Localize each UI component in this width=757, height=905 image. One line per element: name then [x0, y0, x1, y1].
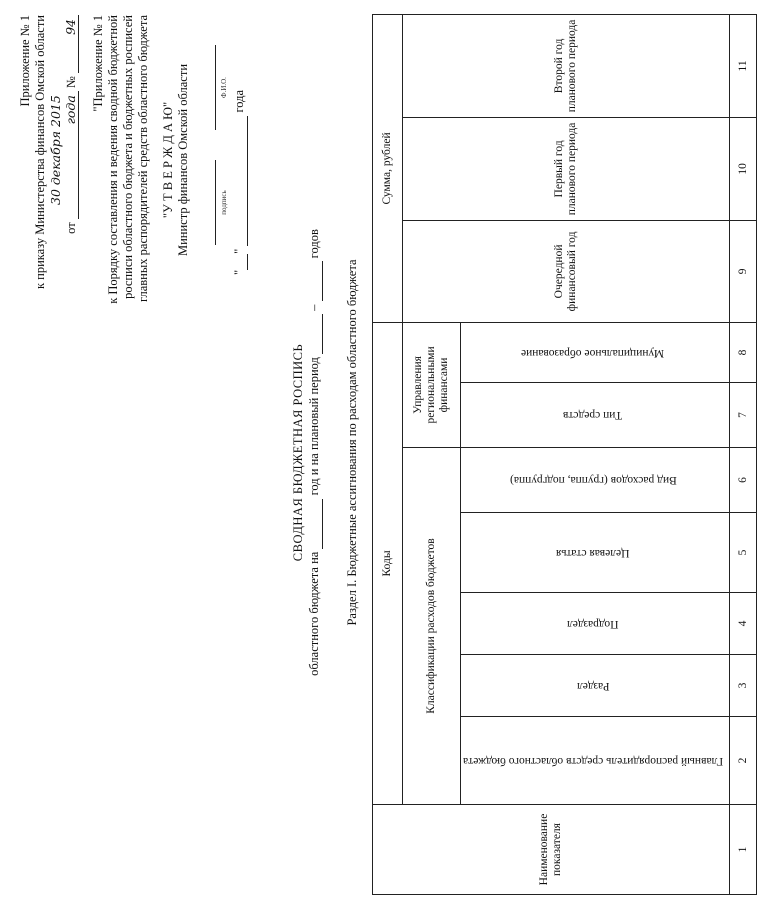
date-approve-line: " " года — [232, 89, 246, 275]
title-subline: областного бюджета на год и на плановый период – годов — [307, 229, 321, 676]
header-col-6: Вид расходов (группа, подгруппа) — [461, 448, 730, 513]
signature-caption: подпись — [220, 190, 228, 215]
minister-label: Министр финансов Омской области — [176, 63, 190, 257]
document-title — [290, 0, 323, 905]
header-col-5: Целевая статья — [461, 513, 730, 593]
handwritten-number: 94 — [63, 15, 79, 73]
signature-line — [205, 160, 216, 245]
handwritten-date: 30 декабря 2015 года — [48, 91, 79, 219]
col-number: 1 — [730, 805, 757, 895]
col-number: 8 — [730, 322, 757, 382]
col-number: 6 — [730, 448, 757, 513]
col-number: 5 — [730, 513, 757, 593]
col-number: 4 — [730, 593, 757, 655]
header-col-8: Муниципальное образование — [461, 322, 730, 382]
order-line: к приказу Министерства финансов Омской области — [33, 15, 47, 290]
annex-label: Приложение № 1 — [18, 15, 32, 107]
name-caption: Ф.И.О. — [220, 77, 228, 98]
header-name-cell: Наименование показателя — [373, 805, 730, 895]
budget-table — [372, 14, 757, 895]
col-number: 11 — [730, 14, 757, 117]
signature-row — [205, 15, 228, 385]
header-block — [18, 15, 248, 385]
procedure-line-3: главных распорядителей средств областного бюджета — [136, 15, 150, 302]
approve-label: "У Т В Е Р Ж Д А Ю" — [161, 101, 175, 219]
order-date-line: от 30 декабря 2015 года № 94 — [48, 15, 79, 385]
header-col-7: Тип средств — [461, 383, 730, 448]
col-number: 7 — [730, 383, 757, 448]
header-regional: Управления региональными финансами — [403, 322, 461, 447]
title-main: СВОДНАЯ БЮДЖЕТНАЯ РОСПИСЬ — [291, 343, 305, 562]
annex-quoted: "Приложение № 1 — [91, 15, 105, 112]
procedure-line-2: росписи областного бюджета и бюджетных росписей — [121, 15, 135, 299]
col-number: 9 — [730, 220, 757, 322]
header-col-2: Главный распорядитель средств областного бюджета — [461, 717, 730, 805]
header-col-4: Подраздел — [461, 593, 730, 655]
procedure-line-1: к Порядку составления и ведения сводной бюджетной — [106, 15, 120, 304]
header-col-9: Очередной финансовый год — [403, 220, 730, 322]
header-col-10: Первый год планового периода — [403, 117, 730, 220]
col-number: 10 — [730, 117, 757, 220]
header-codes: Коды — [373, 322, 403, 804]
header-col-11: Второй год планового периода — [403, 14, 730, 117]
header-col-3: Раздел — [461, 655, 730, 717]
col-number: 2 — [730, 717, 757, 805]
header-sum: Сумма, рублей — [373, 14, 403, 322]
header-classification: Классификации расходов бюджетов — [403, 448, 461, 805]
col-number: 3 — [730, 655, 757, 717]
column-number-row — [730, 14, 757, 894]
name-line — [205, 45, 216, 130]
section-heading: Раздел I. Бюджетные ассигнования по расходам областного бюджета — [345, 259, 359, 626]
